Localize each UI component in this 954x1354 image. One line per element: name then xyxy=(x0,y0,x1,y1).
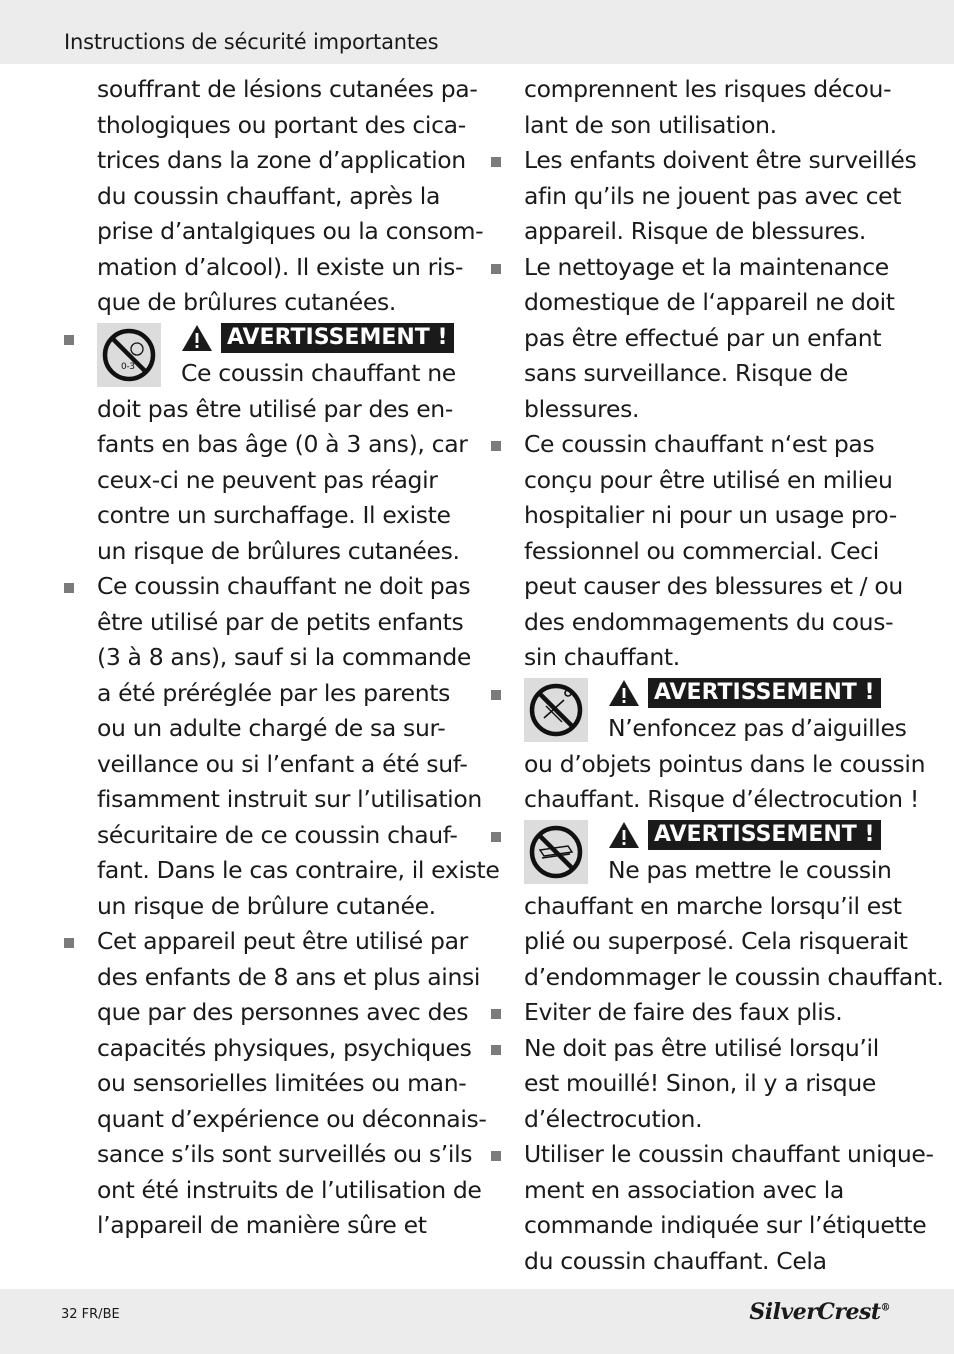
text-line: être utilisé par de petits enfants xyxy=(97,607,464,636)
text-line: mation d’alcool). Il existe un ris- xyxy=(97,252,464,281)
text-line: des enfants de 8 ans et plus ainsi xyxy=(97,962,481,991)
text-line: contre un surchaffage. Il existe xyxy=(97,501,451,529)
text-line: ont été instruits de l’utilisation de xyxy=(97,1175,482,1204)
list-item xyxy=(489,1137,934,1279)
bullet xyxy=(64,583,74,593)
text-line: quant d’expérience ou déconnais- xyxy=(97,1104,487,1133)
text-line: d’électrocution. xyxy=(524,1104,703,1133)
text-line: thologiques ou portant des cica- xyxy=(97,110,466,139)
no-infants-icon xyxy=(97,323,161,387)
warning-item-needles xyxy=(489,676,926,818)
text-line: sance s’ils sont surveillés ou s’ils xyxy=(97,1140,473,1168)
text-line: (3 à 8 ans), sauf si la commande xyxy=(97,643,472,671)
bullet xyxy=(491,441,501,451)
warning-triangle-icon xyxy=(181,324,213,352)
text-line: souffrant de lésions cutanées pa- xyxy=(97,75,478,103)
no-folding-icon xyxy=(524,820,588,884)
warning-triangle-icon xyxy=(608,821,640,849)
warning-badge xyxy=(608,820,881,850)
right-column xyxy=(489,72,944,1279)
bullet xyxy=(491,1045,501,1055)
text-line: lant de son utilisation. xyxy=(524,110,777,139)
text-line: chauffant. Risque d’électrocution ! xyxy=(524,785,919,813)
paragraph xyxy=(524,889,944,996)
text-line: pas être effectué par un enfant xyxy=(524,323,882,352)
bullet xyxy=(491,832,501,842)
text-line: appareil. Risque de blessures. xyxy=(524,217,867,245)
text-line: que par des personnes avec des xyxy=(97,998,469,1026)
text-line: que de brûlures cutanées. xyxy=(97,288,396,316)
paragraph xyxy=(524,1031,901,1138)
text-line: plié ou superposé. Cela risquerait xyxy=(524,927,908,955)
text-line: fants en bas âge (0 à 3 ans), car xyxy=(97,430,468,458)
text-line: Cet appareil peut être utilisé par xyxy=(97,927,468,955)
paragraph xyxy=(524,1137,934,1279)
paragraph xyxy=(524,72,901,143)
no-needles-icon xyxy=(524,678,588,742)
paragraph xyxy=(97,569,500,924)
brand-name: SilverCrest xyxy=(749,1299,881,1325)
text-line: a été préréglée par les parents xyxy=(97,678,450,707)
warning-label: AVERTISSEMENT ! xyxy=(648,678,881,708)
age-label: 0-3 xyxy=(121,361,135,372)
list-item xyxy=(489,143,917,250)
paragraph xyxy=(524,250,901,428)
text-line: trices dans la zone d’application xyxy=(97,146,466,174)
text-line: Ce coussin chauffant ne xyxy=(181,359,456,387)
text-line: chauffant en marche lorsqu’il est xyxy=(524,891,902,920)
text-line: Ce coussin chauffant ne doit pas xyxy=(97,572,471,600)
bullet xyxy=(491,690,501,700)
list-item xyxy=(62,924,487,1244)
warning-triangle-icon xyxy=(608,679,640,707)
registered-mark: ® xyxy=(880,1302,890,1314)
text-line: blessures. xyxy=(524,394,640,423)
list-item xyxy=(489,72,901,143)
text-line: sans surveillance. Risque de xyxy=(524,359,849,387)
list-item xyxy=(489,995,901,1031)
paragraph xyxy=(524,995,901,1031)
warning-item-infants xyxy=(62,321,472,570)
text-line: doit pas être utilisé par des en- xyxy=(97,394,453,423)
list-item xyxy=(62,569,500,924)
warning-badge xyxy=(181,323,454,353)
bullet xyxy=(491,157,501,167)
list-item xyxy=(62,72,484,321)
text-line: comprennent les risques décou- xyxy=(524,75,892,103)
text-line: ou d’objets pointus dans le coussin xyxy=(524,749,926,778)
text-line: Ce coussin chauffant n‘est pas xyxy=(524,430,875,458)
text-line: l’appareil de manière sûre et xyxy=(97,1211,427,1239)
text-line: hospitalier ni pour un usage pro- xyxy=(524,501,897,529)
page-footer xyxy=(0,1289,954,1354)
text-line: commande indiquée sur l’étiquette xyxy=(524,1211,927,1239)
text-line: N’enfoncez pas d’aiguilles xyxy=(608,714,907,742)
brand-logo xyxy=(749,1299,890,1325)
left-column xyxy=(62,72,500,1244)
text-line: du coussin chauffant, après la xyxy=(97,181,441,210)
text-line: Ne doit pas être utilisé lorsqu’il xyxy=(524,1033,879,1062)
text-line: Ne pas mettre le coussin xyxy=(608,856,892,884)
page-header xyxy=(0,0,954,64)
bullet xyxy=(64,938,74,948)
text-line: du coussin chauffant. Cela xyxy=(524,1246,827,1275)
text-line: fessionnel ou commercial. Ceci xyxy=(524,536,879,565)
text-line: fisamment instruit sur l’utilisation xyxy=(97,785,482,813)
list-item xyxy=(489,250,901,428)
bullet xyxy=(491,264,501,274)
warning-badge xyxy=(608,678,881,708)
bullet xyxy=(64,335,74,345)
text-line: d’endommager le coussin chauffant. xyxy=(524,962,944,991)
text-line: sin chauffant. xyxy=(524,643,680,671)
warning-item-folded xyxy=(489,818,944,996)
text-line: un risque de brûlures cutanées. xyxy=(97,536,460,565)
text-line: capacités physiques, psychiques xyxy=(97,1033,472,1062)
paragraph xyxy=(97,72,484,321)
text-line: ceux-ci ne peuvent pas réagir xyxy=(97,465,438,494)
text-line: Le nettoyage et la maintenance xyxy=(524,252,889,281)
text-line: ou sensorielles limitées ou man- xyxy=(97,1069,467,1097)
text-line: des endommagements du cous- xyxy=(524,607,894,636)
paragraph xyxy=(524,427,901,676)
text-line: peut causer des blessures et / ou xyxy=(524,572,903,600)
header-title: Instructions de sécurité importantes xyxy=(64,30,439,54)
text-line: Eviter de faire des faux plis. xyxy=(524,998,843,1026)
text-line: Utiliser le coussin chauffant unique- xyxy=(524,1140,934,1168)
text-line: est mouillé! Sinon, il y a risque xyxy=(524,1069,876,1097)
text-line: un risque de brûlure cutanée. xyxy=(97,891,436,920)
warning-label: AVERTISSEMENT ! xyxy=(648,820,881,850)
text-line: afin qu’ils ne jouent pas avec cet xyxy=(524,181,902,210)
text-line: ou un adulte chargé de sa sur- xyxy=(97,714,446,742)
text-line: Les enfants doivent être surveillés xyxy=(524,146,917,174)
text-line: prise d’antalgiques ou la consom- xyxy=(97,217,484,245)
bullet xyxy=(491,1009,501,1019)
text-line: fant. Dans le cas contraire, il existe xyxy=(97,856,500,884)
text-line: ment en association avec la xyxy=(524,1175,844,1204)
paragraph xyxy=(97,392,472,570)
list-item xyxy=(489,1031,901,1138)
page-number: 32 FR/BE xyxy=(61,1307,120,1322)
warning-label: AVERTISSEMENT ! xyxy=(221,323,454,353)
paragraph xyxy=(524,143,917,250)
list-item xyxy=(489,427,901,676)
bullet xyxy=(491,1151,501,1161)
text-line: domestique de l‘appareil ne doit xyxy=(524,288,895,316)
text-line: veillance ou si l’enfant a été suf- xyxy=(97,749,468,778)
paragraph xyxy=(524,747,926,818)
paragraph xyxy=(97,924,487,1244)
text-line: conçu pour être utilisé en milieu xyxy=(524,465,893,494)
text-line: sécuritaire de ce coussin chauf- xyxy=(97,820,458,849)
